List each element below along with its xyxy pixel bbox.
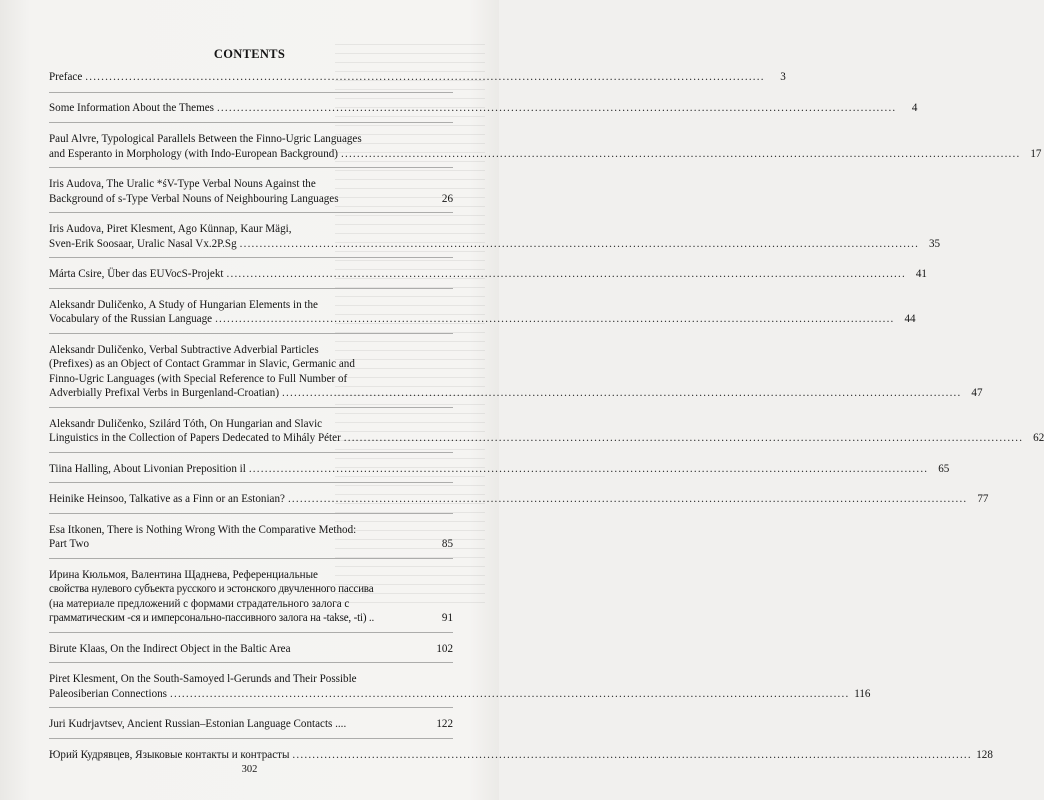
- toc-page-number: 17: [1030, 147, 1042, 160]
- toc-page-number: 26: [441, 192, 453, 205]
- leader-dots: ...........................................................................................................................................................................: [343, 432, 1024, 444]
- toc-entry-dulicenko-2: [49, 343, 983, 401]
- table-of-contents: [49, 70, 1044, 762]
- toc-entry-line: Esa Itkonen, There is Nothing Wrong With the Comparative Method:: [49, 523, 357, 536]
- toc-page-number: 35: [929, 237, 941, 250]
- divider: [49, 257, 453, 258]
- toc-page-number: 47: [971, 387, 983, 399]
- toc-entry-line: Aleksandr Duličenko, Szilárd Tóth, On Hungarian and Slavic: [49, 417, 323, 430]
- toc-entry-line: Aleksandr Duličenko, Verbal Subtractive Adverbial Particles: [49, 343, 319, 356]
- toc-entry-title: Юрий Кудрявцев, Языковые контакты и контрасты: [49, 748, 290, 761]
- toc-entry-dulicenko-1: [49, 298, 916, 327]
- toc-entry-line: грамматическим -ся и имперсонально-пассивного залога на -takse, -ti) ..: [49, 612, 375, 624]
- toc-entry-audova-et-al: [49, 222, 941, 251]
- toc-entry-line: Background of s-Type Verbal Nouns of Neighbouring Languages: [49, 192, 339, 205]
- toc-page-number: 4: [911, 101, 918, 114]
- divider: [49, 333, 453, 334]
- toc-page-number: 62: [1033, 432, 1044, 444]
- toc-page-number: 65: [938, 462, 950, 475]
- toc-page-number: 44: [904, 313, 916, 325]
- divider: [49, 632, 453, 633]
- toc-page-number: 3: [780, 71, 786, 83]
- divider: [49, 482, 453, 483]
- leader-dots: ...........................................................................................................................................................................: [215, 313, 895, 325]
- toc-entry-line: (на материале предложений с формами страдательного залога с: [49, 597, 350, 610]
- toc-entry-kyulmoya: [49, 568, 453, 626]
- toc-entry-line: and Esperanto in Morphology (with Indo-European Background): [49, 147, 338, 160]
- leader-dots: ...........................................................................................................................................................................: [292, 748, 972, 761]
- divider: [49, 452, 453, 453]
- toc-page-number: 41: [915, 268, 927, 280]
- toc-entry-line: свойства нулевого субъекта русского и эстонского двучленного пассива: [49, 583, 374, 595]
- toc-entry-csire: [49, 267, 927, 282]
- leader-dots: ...........................................................................................................................................................................: [282, 387, 962, 399]
- toc-entry-line: (Prefixes) as an Object of Contact Grammar in Slavic, Germanic and: [49, 358, 355, 370]
- divider: [49, 167, 453, 168]
- divider: [49, 738, 453, 739]
- toc-entry-heinsoo: [49, 492, 989, 507]
- leader-dots: ...........................................................................................................................................................................: [216, 101, 897, 114]
- toc-page-number: 102: [436, 642, 453, 655]
- toc-entry-itkonen: [49, 523, 453, 552]
- toc-entry-alvre: [49, 132, 1042, 161]
- leader-dots: ...........................................................................................................................................................................: [239, 237, 920, 250]
- toc-entry-line: Sven-Erik Soosaar, Uralic Nasal Vx.2P.Sg: [49, 237, 237, 250]
- leader-dots: ...........................................................................................................................................................................: [248, 462, 929, 475]
- leader-dots: ...........................................................................................................................................................................: [226, 268, 906, 280]
- toc-entry-title: Some Information About the Themes: [49, 101, 214, 114]
- toc-entry-line: Aleksandr Duličenko, A Study of Hungarian Elements in the: [49, 298, 318, 311]
- toc-page-number: 85: [441, 538, 453, 550]
- leader-dots: ...........................................................................................................................................................................: [341, 147, 1021, 160]
- leader-dots: ...........................................................................................................................................................................: [287, 493, 968, 505]
- divider: [49, 407, 453, 408]
- toc-entry-line: Paleosiberian Connections: [49, 687, 168, 700]
- toc-entry-line: Vocabulary of the Russian Language: [49, 313, 213, 325]
- toc-entry-title: Tiina Halling, About Livonian Preposition il: [49, 462, 246, 475]
- toc-entry-kudryavtsev-ru: [49, 748, 993, 763]
- toc-entry-title: Preface: [49, 71, 83, 83]
- divider: [49, 122, 453, 123]
- leader-dots: ...........................................................................................................................................................................: [170, 687, 850, 700]
- toc-entry-title: Márta Csire, Über das EUVocS-Projekt: [49, 268, 224, 280]
- toc-entry-line: Adverbially Prefixal Verbs in Burgenland-Croatian): [49, 387, 280, 399]
- toc-entry-title: Juri Kudrjavtsev, Ancient Russian–Estonian Language Contacts ....: [49, 718, 347, 730]
- divider: [49, 513, 453, 514]
- toc-entry-title: Birute Klaas, On the Indirect Object in the Baltic Area: [49, 642, 291, 655]
- toc-entry-halling: [49, 462, 950, 477]
- divider: [49, 288, 453, 289]
- toc-entry-themes: [49, 101, 918, 116]
- toc-entry-title: Heinike Heinsoo, Talkative as a Finn or an Estonian?: [49, 493, 285, 505]
- contents-heading: CONTENTS: [213, 47, 286, 61]
- toc-entry-kudrjavtsev: [49, 717, 453, 732]
- page-number: 302: [241, 764, 258, 775]
- toc-entry-line: Piret Klesment, On the South-Samoyed l-Gerunds and Their Possible: [49, 673, 357, 685]
- toc-entry-line: Iris Audova, Piret Klesment, Ago Künnap, Kaur Mägi,: [49, 223, 292, 235]
- toc-entry-line: Iris Audova, The Uralic *śV-Type Verbal Nouns Against the: [49, 178, 316, 190]
- toc-entry-line: Finno-Ugric Languages (with Special Reference to Full Number of: [49, 372, 348, 385]
- toc-entry-dulicenko-toth: [49, 417, 1044, 446]
- divider: [49, 558, 453, 559]
- toc-entry-line: Linguistics in the Collection of Papers Dedecated to Mihály Péter: [49, 432, 341, 444]
- toc-entry-audova: [49, 177, 453, 206]
- toc-page-number: 128: [976, 748, 993, 761]
- toc-entry-klesment: [49, 672, 871, 701]
- divider: [49, 662, 453, 663]
- divider: [49, 92, 453, 93]
- toc-entry-line: Ирина Кюльмоя, Валентина Щаднева, Референциальные: [49, 568, 318, 581]
- toc-entry-line: Part Two: [49, 538, 90, 550]
- toc-page-number: 116: [854, 687, 871, 700]
- toc-page-number: 122: [436, 718, 453, 730]
- toc-entry-preface: [49, 70, 786, 85]
- toc-entry-klaas: [49, 642, 453, 657]
- toc-entry-line: Paul Alvre, Typological Parallels Between the Finno-Ugric Languages: [49, 133, 362, 145]
- divider: [49, 212, 453, 213]
- leader-dots: ...........................................................................................................................................................................: [85, 71, 765, 83]
- divider: [49, 707, 453, 708]
- toc-page-number: 91: [441, 612, 453, 624]
- toc-page-number: 77: [977, 493, 989, 505]
